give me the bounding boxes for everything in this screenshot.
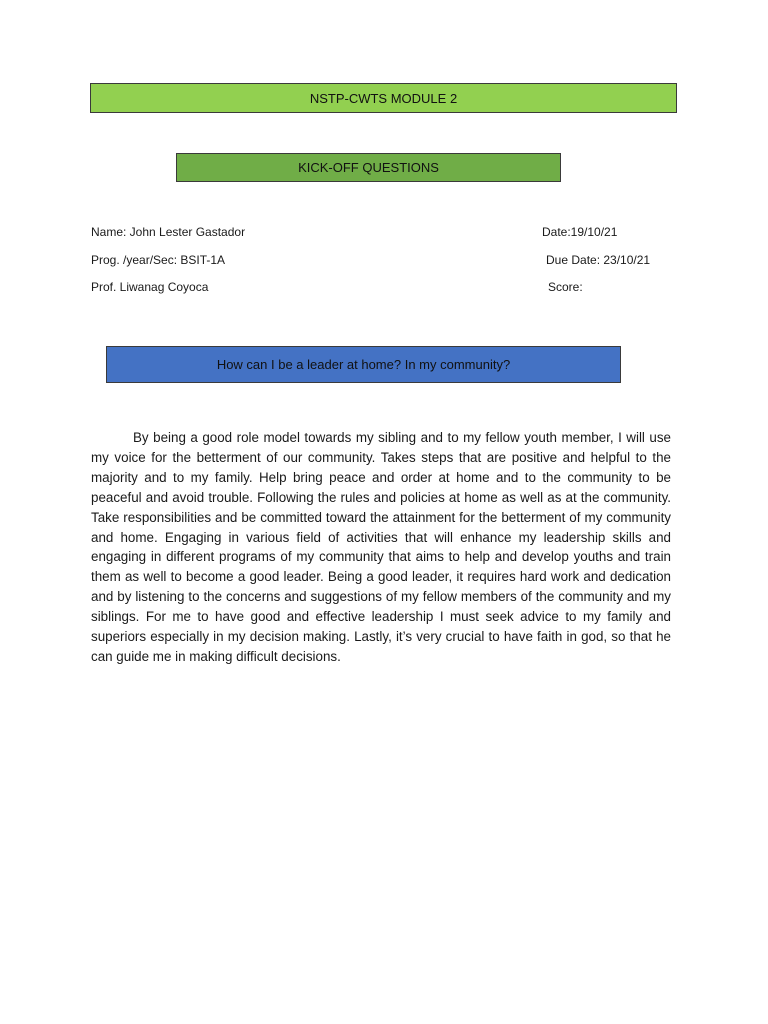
score: Score: xyxy=(548,280,583,294)
professor-name: Prof. Liwanag Coyoca xyxy=(91,280,209,294)
module-title: NSTP-CWTS MODULE 2 xyxy=(309,90,458,106)
program-year-section: Prog. /year/Sec: BSIT-1A xyxy=(91,253,226,267)
question-box xyxy=(106,346,621,383)
module-title-box xyxy=(90,83,677,113)
student-name: Name: John Lester Gastador xyxy=(91,225,246,239)
question-text: How can I be a leader at home? In my community? xyxy=(216,357,511,372)
date: Date:19/10/21 xyxy=(542,225,618,239)
answer-paragraph: By being a good role model towards my sibling and to my fellow youth member, I will use my voice for the betterment of our community. Takes steps that are positive and helpful to the majority and to my family. Help bring peace and order at home and to the community to be peaceful and avoid trouble. Following the rules and policies at home as well as at the community. Take responsibilities and be committed toward the attainment for the betterment of my community and home. Engaging in various field of activities that will enhance my leadership skills and engaging in different programs of my community that aims to help and develop youths and train them as well to become a good leader. Being a good leader, it requires hard work and dedication and by listening to the concerns and suggestions of my fellow members of the community and my siblings. For me to have good and effective leadership I must seek advice to my family and superiors especially in my decision making. Lastly, it’s very crucial to have faith in god, so that he can guide me in making difficult decisions. xyxy=(91,430,671,664)
due-date: Due Date: 23/10/21 xyxy=(546,253,651,267)
kickoff-questions-box xyxy=(176,153,561,182)
kickoff-questions-title: KICK-OFF QUESTIONS xyxy=(298,160,439,175)
